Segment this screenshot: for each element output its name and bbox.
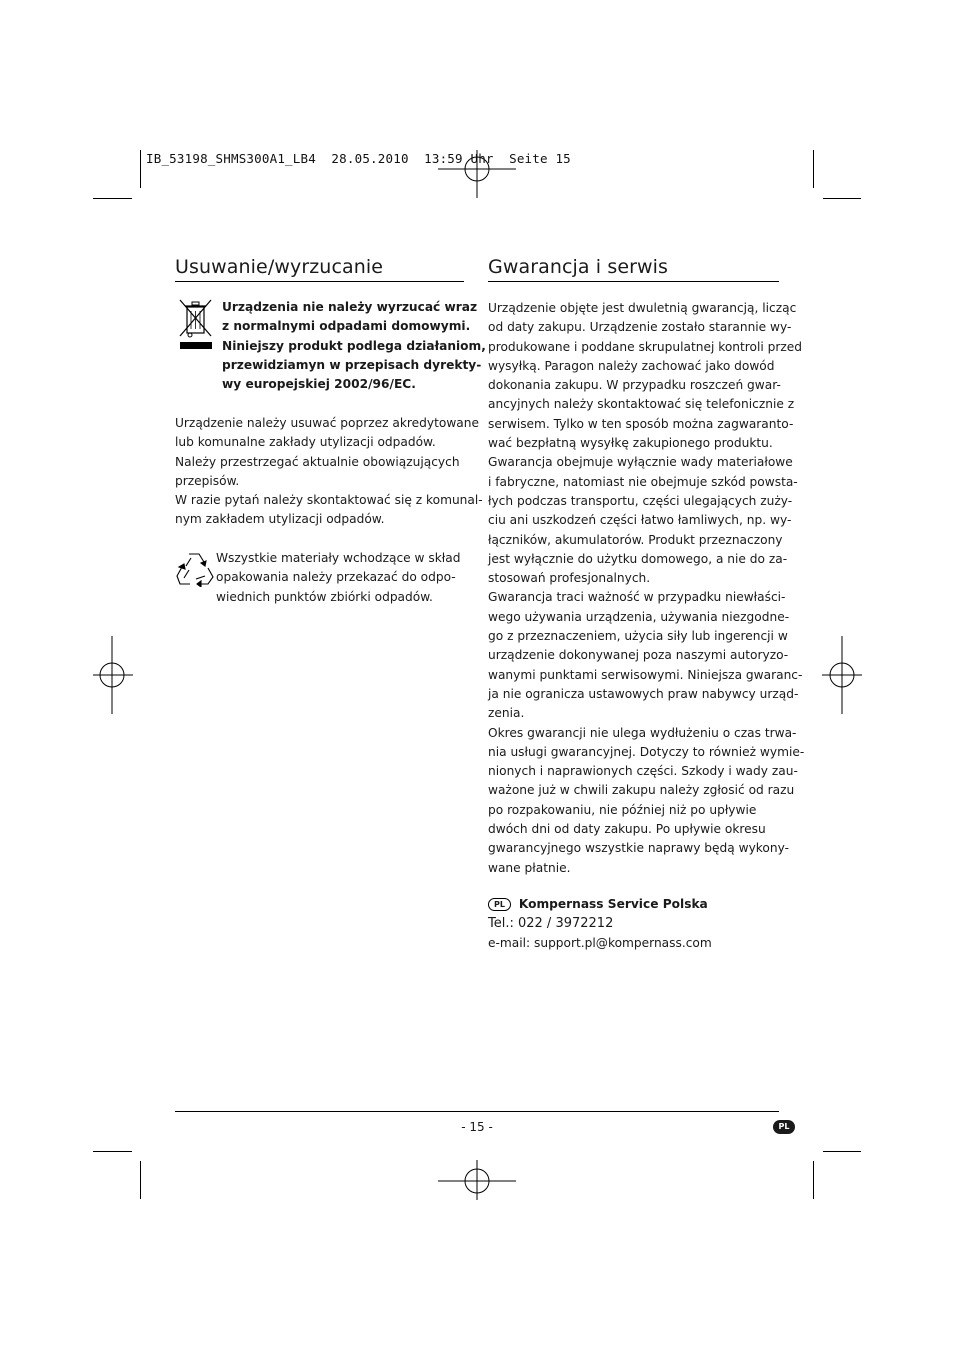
- print-slug: IB_53198_SHMS300A1_LB4 28.05.2010 13:59 Uhr Seite 15: [146, 151, 571, 166]
- service-phone: Tel.: 022 / 3972212: [488, 916, 614, 932]
- registration-mark-bottom: [438, 1160, 516, 1200]
- disposal-paragraph: [175, 414, 483, 530]
- text-line: wy europejskiej 2002/96/EC.: [222, 377, 416, 392]
- text-line: W razie pytań należy skontaktować się z komunal-: [175, 493, 483, 508]
- text-line: Gwarancja obejmuje wyłącznie wady materiałowe: [488, 455, 793, 470]
- text-line: ja nie ogranicza ustawowych praw nabywcy urząd-: [488, 686, 799, 701]
- text-line: urządzenie dokonywanej poza naszymi autoryzo-: [488, 648, 789, 663]
- text-line: ciu ani uszkodzeń części łatwo łamliwych, np. wy-: [488, 513, 792, 528]
- service-contact: [488, 895, 783, 953]
- text-line: wego używania urządzenia, używania niezgodne-: [488, 609, 790, 624]
- text-line: dokonania zakupu. W przypadku roszczeń gwar-: [488, 378, 781, 393]
- weee-notice: [222, 298, 486, 394]
- text-line: Wszystkie materiały wchodzące w skład: [216, 551, 461, 565]
- text-line: stosowań profesjonalnych.: [488, 571, 651, 586]
- registration-mark-right: [822, 636, 862, 714]
- text-line: Urządzenie należy usuwać poprzez akredytowane: [175, 416, 479, 430]
- text-line: nionych i naprawionych części. Szkody i wady zau-: [488, 764, 798, 779]
- text-line: nym zakładem utylizacji odpadów.: [175, 512, 385, 527]
- recycle-icon: [175, 549, 215, 587]
- page-number: - 15 -: [461, 1120, 493, 1134]
- text-line: gwarancyjnego wszystkie naprawy będą wykony-: [488, 841, 789, 856]
- text-line: jest wyłącznie do użytku domowego, a nie do za-: [488, 551, 788, 566]
- left-section-title: Usuwanie/wyrzucanie: [175, 256, 384, 278]
- service-email: e-mail: support.pl@kompernass.com: [488, 935, 712, 950]
- text-line: ważone już w chwili zakupu należy zgłosić od razu: [488, 783, 795, 798]
- recycle-paragraph: [216, 549, 471, 607]
- text-line: wanymi punktami serwisowymi. Niniejsza gwaranc-: [488, 667, 803, 682]
- left-title-rule: [175, 281, 464, 282]
- text-line: dwóch dni od daty zakupu. Po upływie okresu: [488, 822, 766, 837]
- text-line: przewidziamyn w przepisach dyrekty-: [222, 357, 482, 372]
- text-line: ancyjnych należy skontaktować się telefonicznie z: [488, 397, 795, 412]
- text-line: przepisów.: [175, 473, 240, 488]
- text-line: serwisem. Tylko w ten sposób można zagwaranto-: [488, 416, 794, 431]
- text-line: wysyłką. Paragon należy zachować jako dowód: [488, 358, 775, 373]
- language-badge: PL: [773, 1120, 795, 1134]
- right-title-rule: [488, 281, 779, 282]
- text-line: Urządzenie objęte jest dwuletnią gwarancją, licząc: [488, 301, 797, 315]
- text-line: wiednich punktów zbiórki odpadów.: [216, 589, 433, 604]
- country-badge: PL: [488, 898, 511, 911]
- text-line: produkowane i poddane skrupulatnej kontroli przed: [488, 339, 803, 354]
- crossed-bin-icon: [178, 298, 214, 352]
- text-line: Należy przestrzegać aktualnie obowiązujących: [175, 454, 460, 469]
- text-line: Niniejszy produkt podlega działaniom,: [222, 338, 486, 353]
- text-line: Gwarancja traci ważność w przypadku niewłaści-: [488, 590, 786, 605]
- text-line: nia usługi gwarancyjnej. Dotyczy to również wymie-: [488, 744, 805, 759]
- text-line: wać bezpłatną wysyłkę zakupionego produktu.: [488, 436, 773, 451]
- text-line: łączników, akumulatorów. Produkt przeznaczony: [488, 532, 783, 547]
- text-line: wane płatnie.: [488, 860, 571, 875]
- footer-rule: [175, 1111, 779, 1112]
- service-name-line: [488, 895, 783, 914]
- text-line: zenia.: [488, 706, 525, 721]
- text-line: Urządzenia nie należy wyrzucać wraz: [222, 300, 478, 314]
- text-line: po rozpakowaniu, nie później niż po upływie: [488, 802, 757, 817]
- service-name: Kompernass Service Polska: [518, 897, 708, 911]
- registration-mark-left: [93, 636, 133, 714]
- text-line: opakowania należy przekazać do odpo-: [216, 570, 456, 585]
- right-section-title: Gwarancja i serwis: [488, 256, 669, 278]
- text-line: i fabryczne, natomiast nie obejmuje szkód powsta-: [488, 474, 798, 489]
- text-line: go z przeznaczeniem, użycia siły lub ingerencji w: [488, 629, 788, 644]
- text-line: lub komunalne zakłady utylizacji odpadów.: [175, 435, 436, 450]
- warranty-paragraph: [488, 299, 805, 878]
- text-line: z normalnymi odpadami domowymi.: [222, 319, 471, 334]
- text-line: Okres gwarancji nie ulega wydłużeniu o czas trwa-: [488, 725, 797, 740]
- text-line: od daty zakupu. Urządzenie zostało starannie wy-: [488, 320, 792, 335]
- text-line: łych podczas transportu, części ulegających zuży-: [488, 493, 793, 508]
